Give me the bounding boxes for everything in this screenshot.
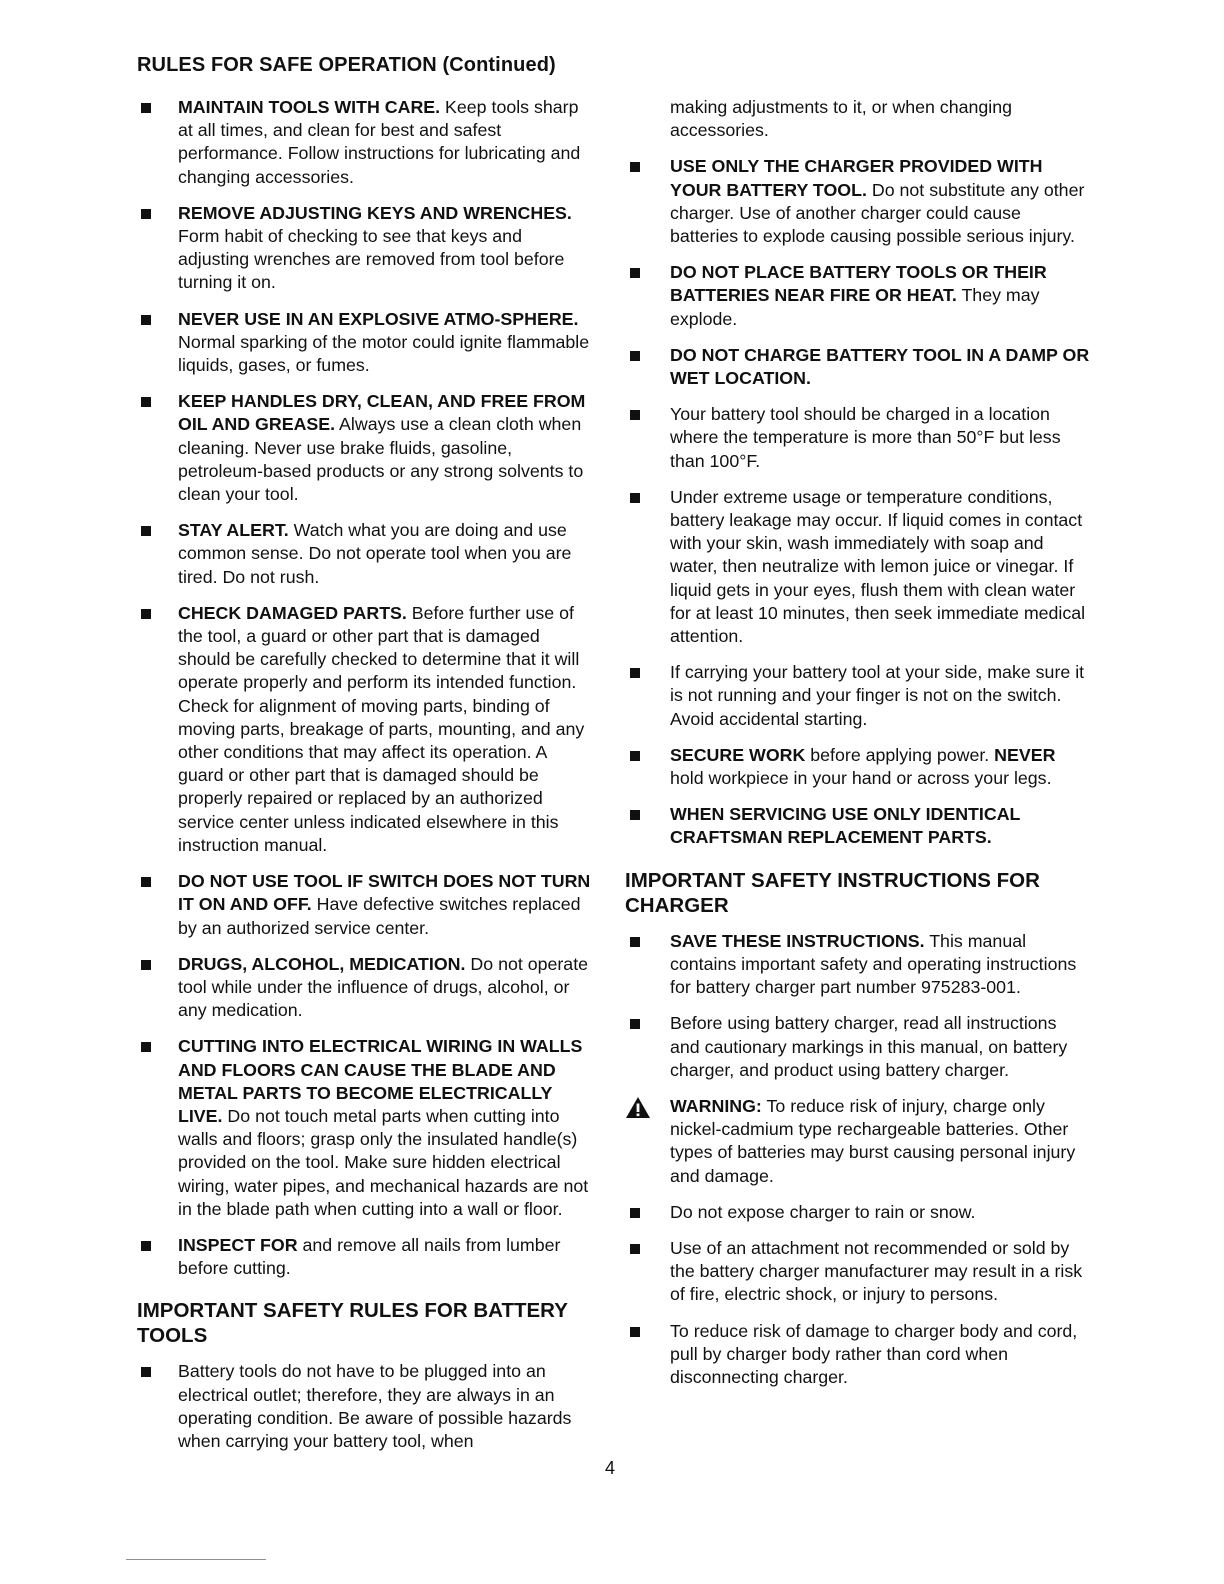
left-rule-list <box>137 96 593 1280</box>
list-item <box>625 930 1090 1000</box>
rule-text: Do not expose charger to rain or snow. <box>670 1201 976 1222</box>
rule-text: Your battery tool should be charged in a location where the temperature is more than 50°F but less than 100°F. <box>670 404 1061 471</box>
list-item <box>137 308 593 378</box>
rule-lead: DO NOT CHARGE BATTERY TOOL IN A DAMP OR WET LOCATION. <box>670 344 1090 389</box>
rule-text: Do not substitute any other charger. Use of another charger could cause batteries to explode causing possible serious injury. <box>670 179 1085 247</box>
square-bullet-icon <box>630 1208 640 1218</box>
square-bullet-icon <box>630 810 640 820</box>
list-item <box>625 1201 1090 1224</box>
list-item <box>137 96 593 189</box>
square-bullet-icon <box>630 668 640 678</box>
list-item <box>625 261 1090 331</box>
list-item <box>625 1012 1090 1082</box>
rule-lead: NEVER <box>994 744 1056 765</box>
list-item <box>625 344 1090 390</box>
rule-lead: REMOVE ADJUSTING KEYS AND WRENCHES. <box>178 202 572 223</box>
rule-lead: SECURE WORK <box>670 744 806 765</box>
list-item <box>137 202 593 295</box>
square-bullet-icon <box>141 1367 151 1377</box>
list-item <box>625 403 1090 473</box>
list-item <box>625 486 1090 648</box>
list-item <box>137 1360 593 1453</box>
square-bullet-icon <box>141 209 151 219</box>
left-column <box>137 96 593 1466</box>
rule-text: To reduce risk of damage to charger body and cord, pull by charger body rather than cord when disconnecting charger. <box>670 1320 1078 1387</box>
continued-text: making adjustments to it, or when changing accessories. <box>670 97 1012 141</box>
square-bullet-icon <box>141 877 151 887</box>
list-item <box>137 390 593 506</box>
list-item <box>625 661 1090 731</box>
square-bullet-icon <box>630 351 640 361</box>
rule-text: If carrying your battery tool at your side, make sure it is not running and your finger is not on the switch. Avoid accidental starting. <box>670 662 1085 729</box>
list-item <box>137 519 593 589</box>
square-bullet-icon <box>630 162 640 172</box>
rule-lead: STAY ALERT. <box>178 520 289 541</box>
list-item <box>137 602 593 857</box>
square-bullet-icon <box>630 1244 640 1254</box>
rule-text: hold workpiece in your hand or across your legs. <box>670 768 1052 789</box>
list-item <box>625 1237 1090 1307</box>
rule-lead: KEEP HANDLES DRY, CLEAN, AND FREE FROM OIL AND GREASE. <box>178 391 586 435</box>
rule-lead: DRUGS, ALCOHOL, MEDICATION. <box>178 953 466 974</box>
list-item <box>137 1035 593 1221</box>
page-number: 4 <box>605 1458 616 1478</box>
square-bullet-icon <box>630 1019 640 1029</box>
rule-text: Do not operate tool while under the influence of drugs, alcohol, or any medication. <box>178 953 589 1021</box>
square-bullet-icon <box>141 526 151 536</box>
list-item <box>137 1234 593 1280</box>
rule-lead: USE ONLY THE CHARGER PROVIDED WITH YOUR BATTERY TOOL. <box>670 156 1043 200</box>
rule-text: Normal sparking of the motor could ignite flammable liquids, gases, or fumes. <box>178 331 590 376</box>
rule-text: Before using battery charger, read all instructions and cautionary markings in this manual, on battery charger, and product using battery charger. <box>670 1013 1068 1080</box>
section-heading-battery-tools: IMPORTANT SAFETY RULES FOR BATTERY TOOLS <box>137 1299 568 1348</box>
list-item <box>625 803 1090 849</box>
rule-text: and remove all nails from lumber before cutting. <box>178 1234 561 1279</box>
rule-lead: INSPECT FOR <box>178 1234 298 1255</box>
page-title: RULES FOR SAFE OPERATION (Continued) <box>137 54 556 76</box>
rule-text: Have defective switches replaced by an authorized service center. <box>178 894 581 938</box>
square-bullet-icon <box>630 751 640 761</box>
rule-lead: WHEN SERVICING USE ONLY IDENTICAL CRAFTSMAN REPLACEMENT PARTS. <box>670 804 1021 848</box>
right-column <box>625 96 1090 1402</box>
rule-lead: DO NOT USE TOOL IF SWITCH DOES NOT TURN IT ON AND OFF. <box>178 871 591 915</box>
section-heading-charger: IMPORTANT SAFETY INSTRUCTIONS FOR CHARGER <box>625 868 1040 917</box>
square-bullet-icon <box>630 410 640 420</box>
rule-text: Always use a clean cloth when cleaning. Never use brake fluids, gasoline, petroleum-based products or any strong solvents to clean your tool. <box>178 414 584 505</box>
rule-lead: CUTTING INTO ELECTRICAL WIRING IN WALLS AND FLOORS CAN CAUSE THE BLADE AND METAL PARTS TO BECOME ELECTRICALLY LIVE. <box>178 1036 583 1126</box>
square-bullet-icon <box>630 1327 640 1337</box>
rule-text: Do not touch metal parts when cutting into walls and floors; grasp only the insulated handle(s) provided on the tool. Make sure hidden electrical wiring, water pipes, and mechanical hazards are not in the blade path when cutting into a wall or floor. <box>178 1105 589 1219</box>
rule-text: Battery tools do not have to be plugged into an electrical outlet; therefore, they are always in an operating condition. Be aware of possible hazards when carrying your battery tool, when <box>178 1361 572 1451</box>
warning-lead: WARNING: <box>670 1095 762 1116</box>
rule-lead: SAVE THESE INSTRUCTIONS. <box>670 930 925 951</box>
list-item <box>625 155 1090 248</box>
square-bullet-icon <box>141 609 151 619</box>
rule-text: Watch what you are doing and use common sense. Do not operate tool when you are tired. Do not rush. <box>178 520 572 587</box>
rule-lead: DO NOT PLACE BATTERY TOOLS OR THEIR BATTERIES NEAR FIRE OR HEAT. <box>670 262 1047 306</box>
rule-lead: MAINTAIN TOOLS WITH CARE. <box>178 97 441 117</box>
square-bullet-icon <box>141 397 151 407</box>
square-bullet-icon <box>630 937 640 947</box>
list-item <box>137 953 593 1023</box>
square-bullet-icon <box>141 315 151 325</box>
list-item <box>137 870 593 940</box>
rule-text: They may explode. <box>670 285 1040 329</box>
rule-text: Under extreme usage or temperature conditions, battery leakage may occur. If liquid comes in contact with your skin, wash immediately with soap and water, then neutralize with lemon juice or vinegar. If liquid gets in your eyes, flush them with clean water for at least 10 minutes, then seek immediate medical attention. <box>670 486 1086 647</box>
list-item <box>625 1320 1090 1390</box>
square-bullet-icon <box>630 268 640 278</box>
square-bullet-icon <box>141 103 151 113</box>
rule-text: Form habit of checking to see that keys and adjusting wrenches are removed from tool before turning it on. <box>178 226 565 293</box>
list-item <box>625 744 1090 790</box>
warning-notice <box>625 1095 1090 1188</box>
rule-text: Use of an attachment not recommended or sold by the battery charger manufacturer may result in a risk of fire, electric shock, or injury to persons. <box>670 1237 1083 1305</box>
rule-text: This manual contains important safety and operating instructions for battery charger part number 975283-001. <box>670 930 1077 998</box>
square-bullet-icon <box>141 1241 151 1251</box>
square-bullet-icon <box>141 1042 151 1052</box>
square-bullet-icon <box>141 960 151 970</box>
square-bullet-icon <box>630 493 640 503</box>
warning-text: To reduce risk of injury, charge only nickel-cadmium type rechargeable batteries. Other types of batteries may burst causing personal injury and damage. <box>670 1095 1076 1186</box>
footer-rule <box>126 1559 266 1560</box>
rule-lead: CHECK DAMAGED PARTS. <box>178 602 407 623</box>
rule-text: before applying power. <box>805 744 995 765</box>
rule-text: Keep tools sharp at all times, and clean for best and safest performance. Follow instructions for lubricating and changing accessories. <box>178 97 581 187</box>
rule-lead: NEVER USE IN AN EXPLOSIVE ATMO-SPHERE. <box>178 308 579 329</box>
rule-text: Before further use of the tool, a guard or other part that is damaged should be carefully checked to determine that it will operate properly and perform its intended function. Check for alignment of moving parts, binding of moving parts, breakage of parts, mounting, and any other conditions that may affect its operation. A guard or other part that is damaged should be properly repaired or replaced by an authorized service center unless indicated elsewhere in this instruction manual. <box>178 602 585 855</box>
warning-triangle-icon <box>625 1096 651 1119</box>
